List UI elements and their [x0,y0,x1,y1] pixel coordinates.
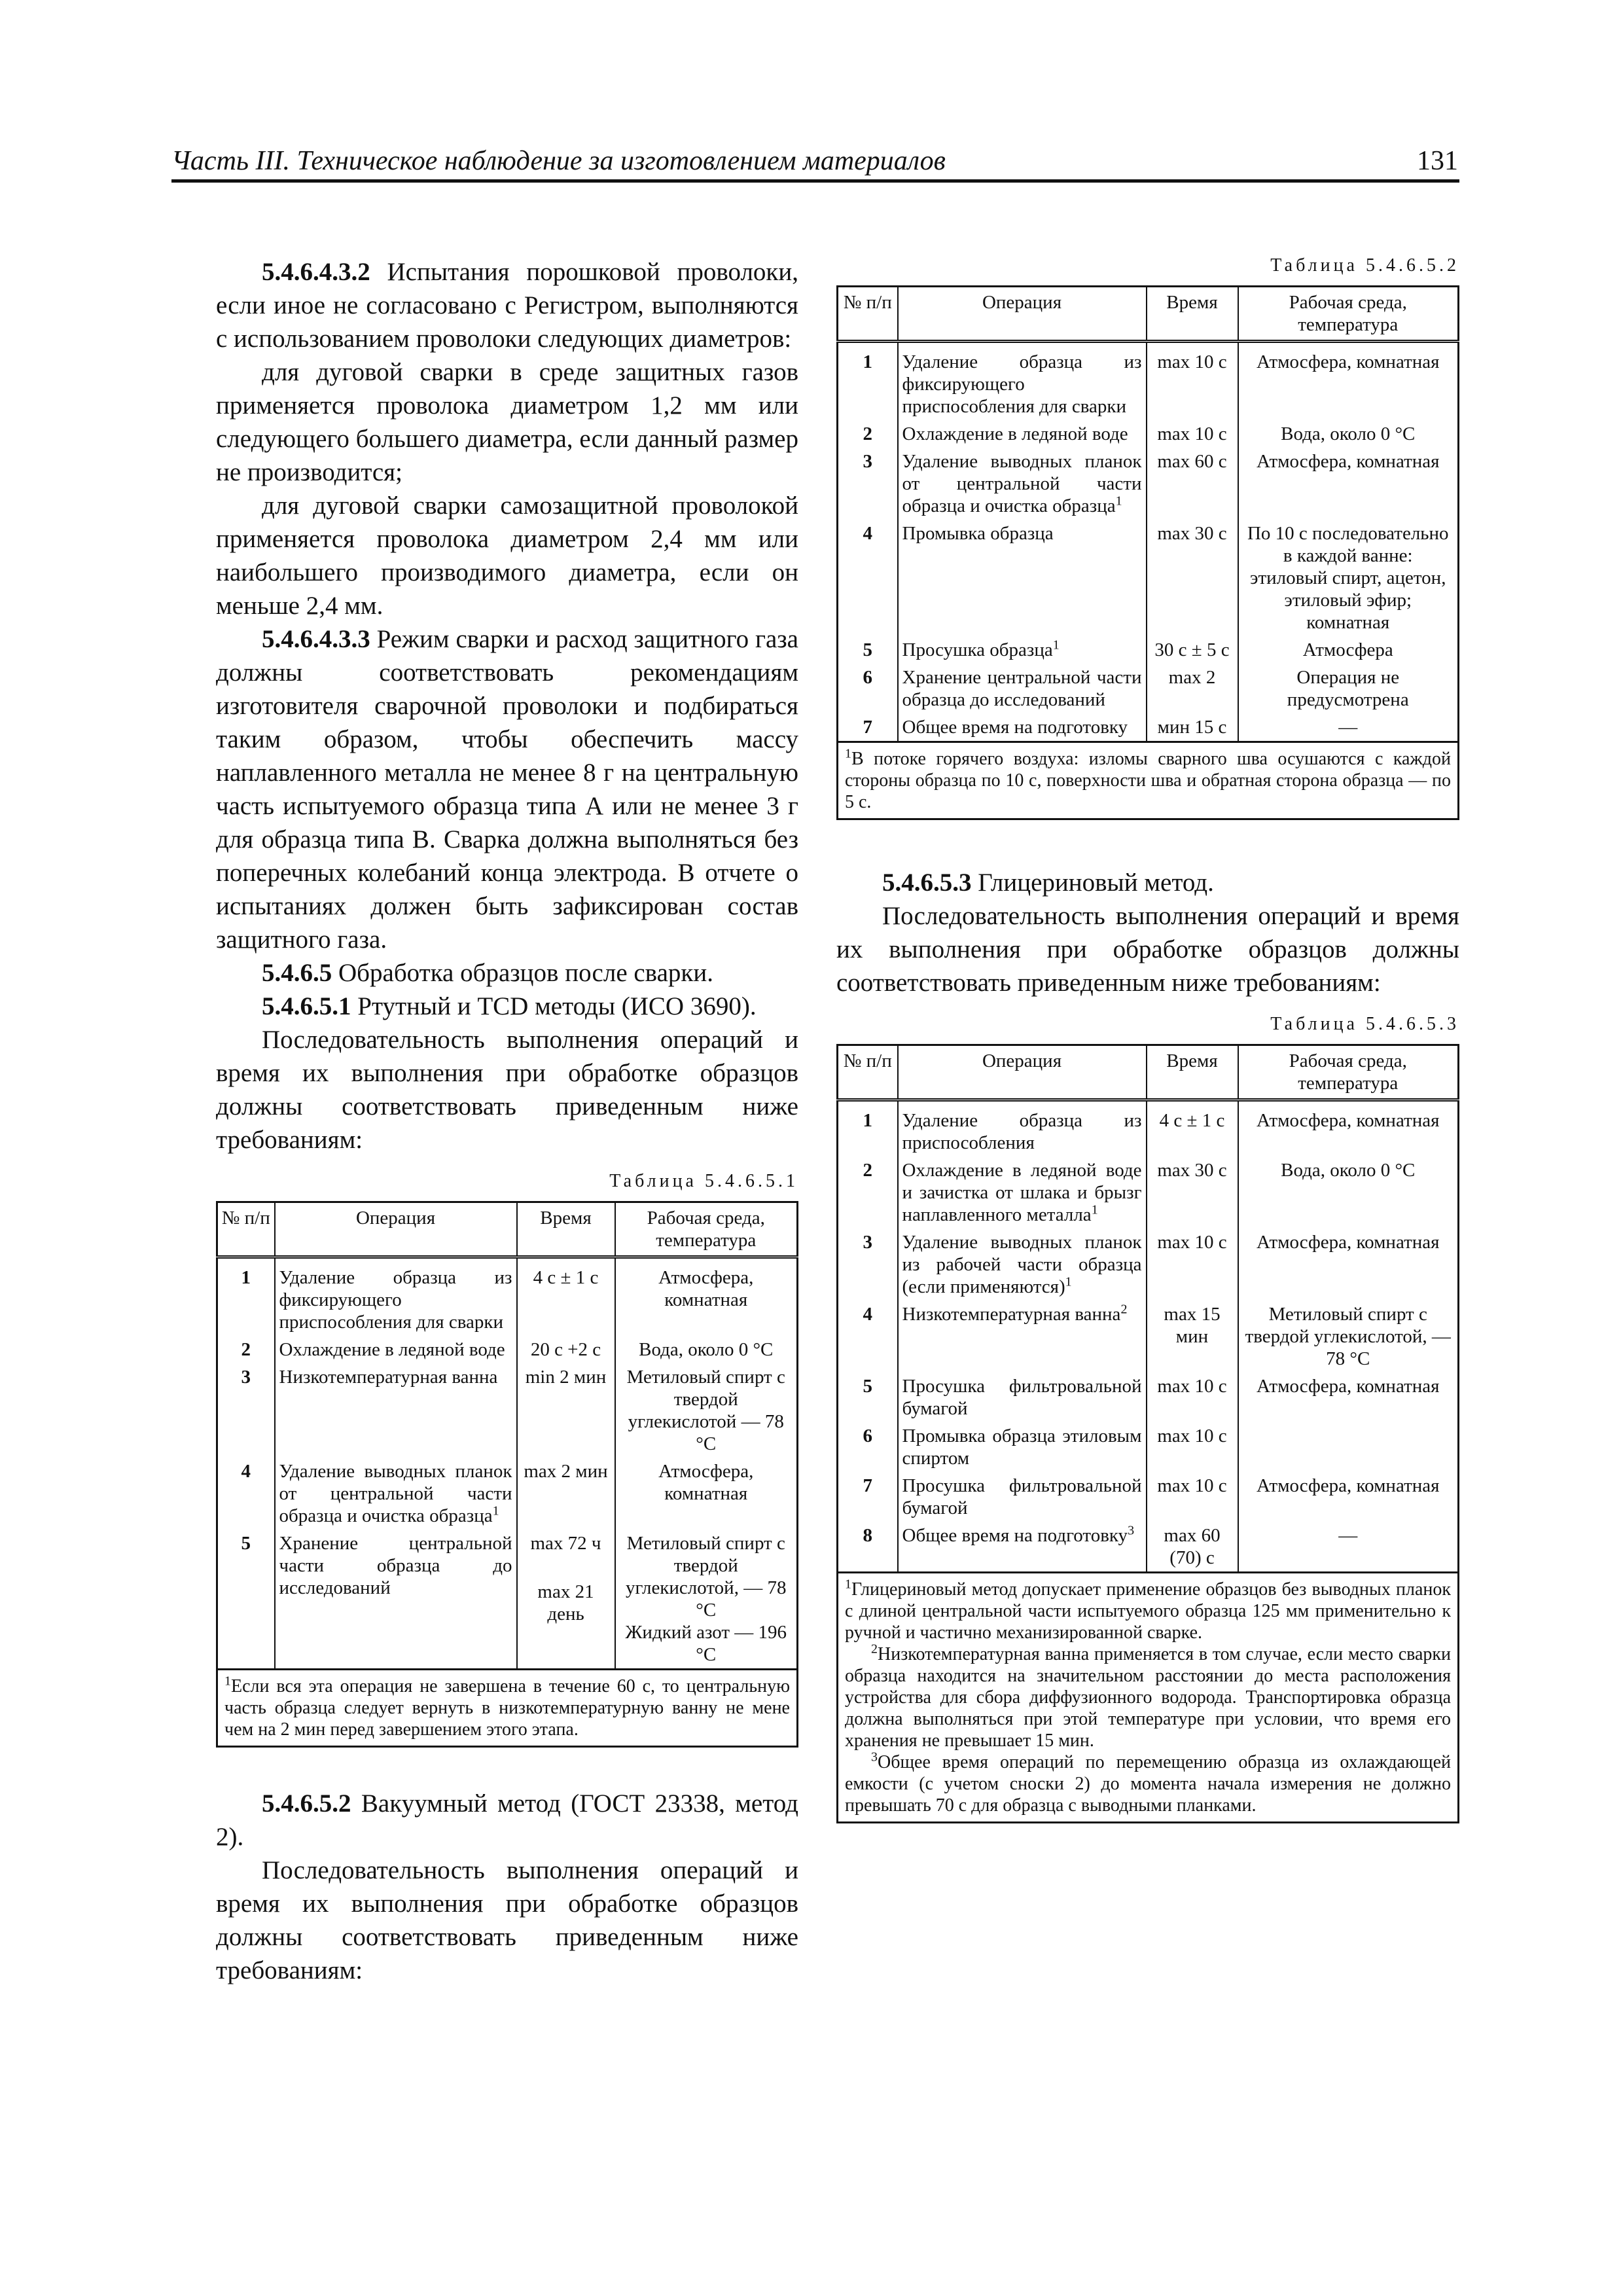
section-heading: 5.4.6.5.3 Глицериновый метод. [882,869,1214,897]
col-header: Операция [898,1045,1147,1100]
right-column [836,255,1459,1823]
page-number: 131 [1417,146,1458,176]
table-footnote-row: $^1$В потоке горячего воздуха: изломы сварного шва осушаются с каждой стороны образца по 10 с, поверхности шва и обратная сторона образца — по 5 с. [838,742,1459,819]
table-row: 5 Просушка фильтровальной бумагой max 10 с Атмосфера, комнатная [838,1372,1459,1422]
table-caption: Таблица 5.4.6.5.2 [1270,255,1459,276]
table-row: 5 Хранение центральной части образца до исследований max 72 ч max 21 день Метиловый спирт с твердой углекислотой, — 78 °С Жидкий азот — 196 °С [217,1530,798,1670]
table-row: 2 Охлаждение в ледяной воде max 10 с Вода, около 0 °С [838,420,1459,448]
table-footnote-row: $^1$Если вся эта операция не завершена в течение 60 с, то центральную часть образца следует вернуть в низкотемпературную ванну не мене чем на 2 мин перед завершением этого этапа. [217,1670,798,1747]
col-header: № п/п [217,1202,275,1257]
col-header: Время [1147,287,1238,342]
footnote: $^1$Глицериновый метод допускает применение образцов без выводных планок с длиной центральной части испытуемого образца 125 мм применительно к ручной и частично механизированной сварке. [845,1577,1451,1643]
left-column [216,255,798,1987]
section-heading: 5.4.6.5.1 Ртутный и TCD методы (ИСО 3690). [262,992,757,1020]
paragraph: для дуговой сварки самозащитной проволокой применяется проволока диаметром 2,4 мм или наибольшего производимого диаметра, если он меньше 2,4 мм. [216,492,798,620]
table-row: 1 Удаление образца из фиксирующего приспособления для сварки max 10 с Атмосфера, комнатная [838,342,1459,421]
table-row: 2 Охлаждение в ледяной воде и зачистка от шлака и брызг наплавленного металла$^1$ max 30 с Вода, около 0 °С [838,1157,1459,1229]
paragraph: для дуговой сварки в среде защитных газов применяется проволока диаметром 1,2 мм или следующего большего диаметра, если данный размер не производится; [216,358,798,486]
table-row: 3 Низкотемпературная ванна min 2 мин Метиловый спирт с твердой углекислотой — 78 °С [217,1363,798,1458]
col-header: Рабочая среда, температура [1238,287,1459,342]
table-row: 4 Низкотемпературная ванна$^2$ max 15 мин Метиловый спирт с твердой углекислотой, — 78 °С [838,1300,1459,1372]
paragraph: 5.4.6.4.3.3 Режим сварки и расход защитного газа должны соответствовать рекомендациям изготовителя сварочной проволоки и подбираться таким образом, чтобы обеспечить массу наплавленного металла не менее 8 г на центральную часть испытуемого образца типа А или не менее 3 г для образца типа В. Сварка должна выполняться без поперечных колебаний конца электрода. В отчете о испытаниях должен быть зафиксирован состав защитного газа. [216,625,798,954]
paragraph: 5.4.6.4.3.2 Испытания порошковой проволоки, если иное не согласовано с Регистром, выполняются с использованием проволоки следующих диаметров: [216,258,798,353]
running-title: Часть III. Техническое наблюдение за изготовлением материалов [171,146,946,176]
page-header [171,143,1459,183]
table-caption: Таблица 5.4.6.5.3 [1270,1014,1459,1034]
col-header: Время [517,1202,615,1257]
table-row: 6 Промывка образца этиловым спиртом max 10 с [838,1422,1459,1472]
col-header: Рабочая среда, температура [1238,1045,1459,1100]
col-header: Рабочая среда, температура [615,1202,798,1257]
table-row: 7 Просушка фильтровальной бумагой max 10 с Атмосфера, комнатная [838,1472,1459,1522]
paragraph: Последовательность выполнения операций и время их выполнения при обработке образцов должны соответствовать приведенным ниже требованиям: [836,902,1459,997]
section-heading: 5.4.6.5 Обработка образцов после сварки. [262,959,713,987]
footnote: $^3$Общее время операций по перемещению образца из охлаждающей емкости (с учетом сноски 2) до момента начала измерения не должно превышать 70 с для образца с выводными планками. [845,1749,1451,1816]
table-5-4-6-5-3 [836,1044,1459,1823]
paragraph: Последовательность выполнения операций и время их выполнения при обработке образцов должны соответствовать приведенным ниже требованиям: [216,1026,798,1154]
section-heading: 5.4.6.5.2 Вакуумный метод (ГОСТ 23338, метод 2). [216,1789,798,1851]
footnote: $^2$Низкотемпературная ванна применяется в том случае, если место сварки образца находится на значительном расстоянии до места расположения устройства для сбора диффузионного водорода. Транспортировка образца должна выполняться при этой температуре при условии, что время его хранения не превышает 15 мин. [845,1641,1451,1751]
table-row: 1 Удаление образца из фиксирующего приспособления для сварки 4 с ± 1 с Атмосфера, комнатная [217,1257,798,1336]
col-header: Операция [275,1202,517,1257]
col-header: № п/п [838,1045,898,1100]
table-caption: Таблица 5.4.6.5.1 [609,1171,798,1191]
table-row: 2 Охлаждение в ледяной воде 20 с +2 с Вода, около 0 °С [217,1336,798,1363]
table-row: 3 Удаление выводных планок от центральной части образца и очистка образца$^1$ max 60 с Атмосфера, комнатная [838,448,1459,520]
col-header: № п/п [838,287,898,342]
col-header: Операция [898,287,1147,342]
col-header: Время [1147,1045,1238,1100]
table-5-4-6-5-2 [836,285,1459,820]
table-row: 7 Общее время на подготовку мин 15 с — [838,713,1459,742]
table-row: 8 Общее время на подготовку$^3$ max 60 (70) с — [838,1522,1459,1573]
table-row: 5 Просушка образца$^1$ 30 с ± 5 с Атмосфера [838,636,1459,664]
table-row: 3 Удаление выводных планок из рабочей части образца (если применяются)$^1$ max 10 с Атмосфера, комнатная [838,1229,1459,1300]
paragraph: Последовательность выполнения операций и время их выполнения при обработке образцов должны соответствовать приведенным ниже требованиям: [216,1856,798,1984]
table-row: 4 Промывка образца max 30 с По 10 с последовательно в каждой ванне: этиловый спирт, ацетон, этиловый эфир; комнатная [838,520,1459,636]
table-row: 6 Хранение центральной части образца до исследований max 2 Операция не предусмотрена [838,664,1459,713]
table-5-4-6-5-1 [216,1201,798,1748]
table-row: 1 Удаление образца из приспособления 4 с ± 1 с Атмосфера, комнатная [838,1100,1459,1157]
table-footnote-row [838,1573,1459,1823]
table-row: 4 Удаление выводных планок от центральной части образца и очистка образца$^1$ max 2 мин Атмосфера, комнатная [217,1458,798,1530]
